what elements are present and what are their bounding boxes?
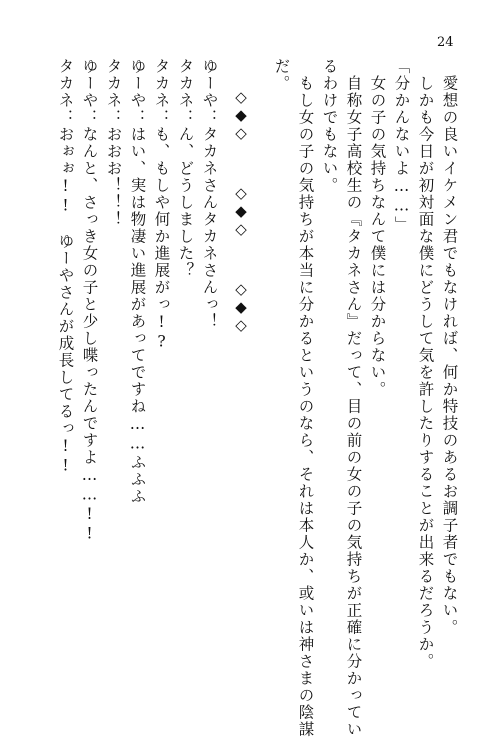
chat-line-3: タカネ：も、もしや何か進展がっ!? — [152, 58, 171, 352]
chat-line-2: タカネ：ん、どうしました？ — [176, 58, 195, 279]
separator-ornament: ◇◆◇ — [232, 280, 250, 334]
text-line-1: 愛想の良いイケメン君でもなければ、何か特技のあるお調子者でもない。 — [440, 58, 459, 636]
chat-line-5: タカネ：おおお！！！ — [104, 58, 123, 228]
separator-ornament: ◇◆◇ — [232, 88, 250, 142]
chat-line-4: ゆーや：はい、実は物凄い進展があってですね……ふふふ — [128, 58, 147, 505]
text-line-2: しかも今日が初対面な僕にどうして気を許したりすることが出来るだろうか。 — [416, 58, 435, 670]
chat-line-1: ゆーや：タカネさんタカネさんっ！ — [200, 58, 219, 330]
section-separator — [232, 88, 250, 376]
chat-line-7: タカネ：おぉぉ!! ゆーやさんが成長してるっ!! — [56, 58, 75, 476]
separator-ornament: ◇◆◇ — [232, 184, 250, 238]
text-line-3: 「分かんないよ……」 — [392, 58, 411, 233]
text-line-6: るわけでもない。 — [320, 58, 339, 194]
text-line-4: 女の子の気持ちなんて僕には分からない。 — [368, 58, 387, 398]
page-number: 24 — [437, 35, 454, 50]
text-line-5: 自称女子高校生の『タカネさん』だって、目の前の女の子の気持ちが正確に分かってい — [344, 58, 363, 738]
text-line-8: だ。 — [272, 58, 291, 92]
chat-line-6: ゆーや：なんと、さっき女の子と少し喋ったんですよ……!! — [80, 58, 99, 544]
text-line-7: もし女の子の気持ちが本当に分かるというのなら、それは本人か、或いは神さまの陰謀 — [296, 58, 315, 738]
